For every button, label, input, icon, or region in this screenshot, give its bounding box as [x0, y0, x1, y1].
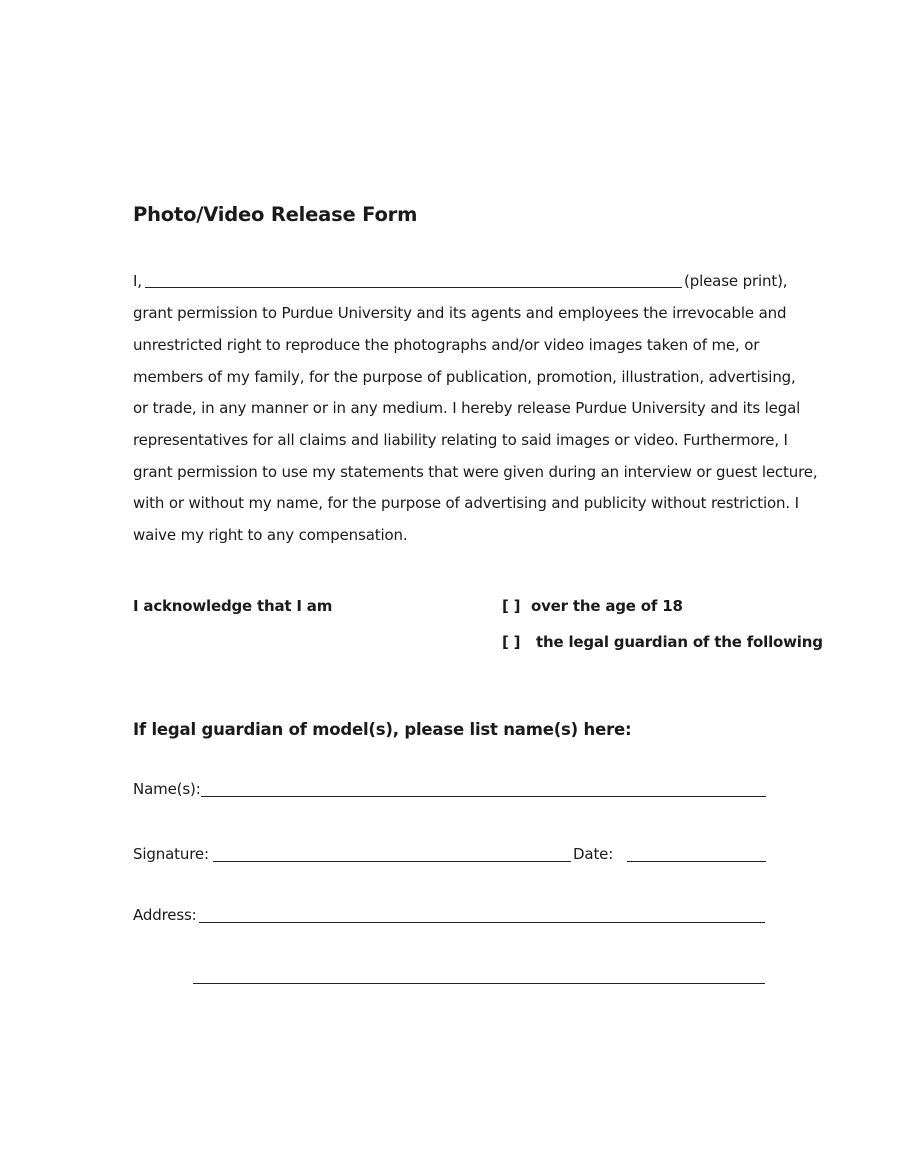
body-line: members of my family, for the purpose of publication, promotion, illustration, advertising,: [133, 368, 796, 386]
body-line: with or without my name, for the purpose of advertising and publicity without restriction. I: [133, 494, 799, 512]
checkbox-over-18[interactable]: [ ]: [502, 597, 521, 615]
option-over-18[interactable]: [502, 597, 683, 615]
body-line: or trade, in any manner or in any medium. I hereby release Purdue University and its legal: [133, 399, 801, 417]
address-field-line-2[interactable]: [193, 983, 765, 984]
signature-label: Signature:: [133, 845, 209, 863]
body-line: waive my right to any compensation.: [133, 526, 408, 544]
checkbox-legal-guardian[interactable]: [ ]: [502, 633, 521, 651]
address-field-line-1[interactable]: [199, 922, 765, 923]
date-label: Date:: [573, 845, 614, 863]
body-line: representatives for all claims and liability relating to said images or video. Furthermore, I: [133, 431, 788, 449]
acknowledge-label: I acknowledge that I am: [133, 597, 333, 615]
option-legal-guardian[interactable]: [502, 633, 823, 651]
body-line: grant permission to Purdue University and its agents and employees the irrevocable and: [133, 304, 787, 322]
guardian-heading: If legal guardian of model(s), please list name(s) here:: [133, 720, 632, 739]
body-line: unrestricted right to reproduce the photographs and/or video images taken of me, or: [133, 336, 760, 354]
date-field[interactable]: [627, 861, 766, 862]
signature-field[interactable]: [213, 861, 571, 862]
body-line: grant permission to use my statements that were given during an interview or guest lecture,: [133, 463, 818, 481]
print-name-line[interactable]: [145, 287, 682, 288]
option-label-over-18: over the age of 18: [531, 597, 683, 615]
names-field[interactable]: [201, 796, 766, 797]
intro-prefix: I,: [133, 272, 142, 290]
form-title: Photo/Video Release Form: [133, 203, 418, 226]
address-label: Address:: [133, 906, 197, 924]
names-label: Name(s):: [133, 780, 201, 798]
option-label-legal-guardian: the legal guardian of the following: [536, 633, 823, 651]
intro-suffix: (please print),: [684, 272, 788, 290]
